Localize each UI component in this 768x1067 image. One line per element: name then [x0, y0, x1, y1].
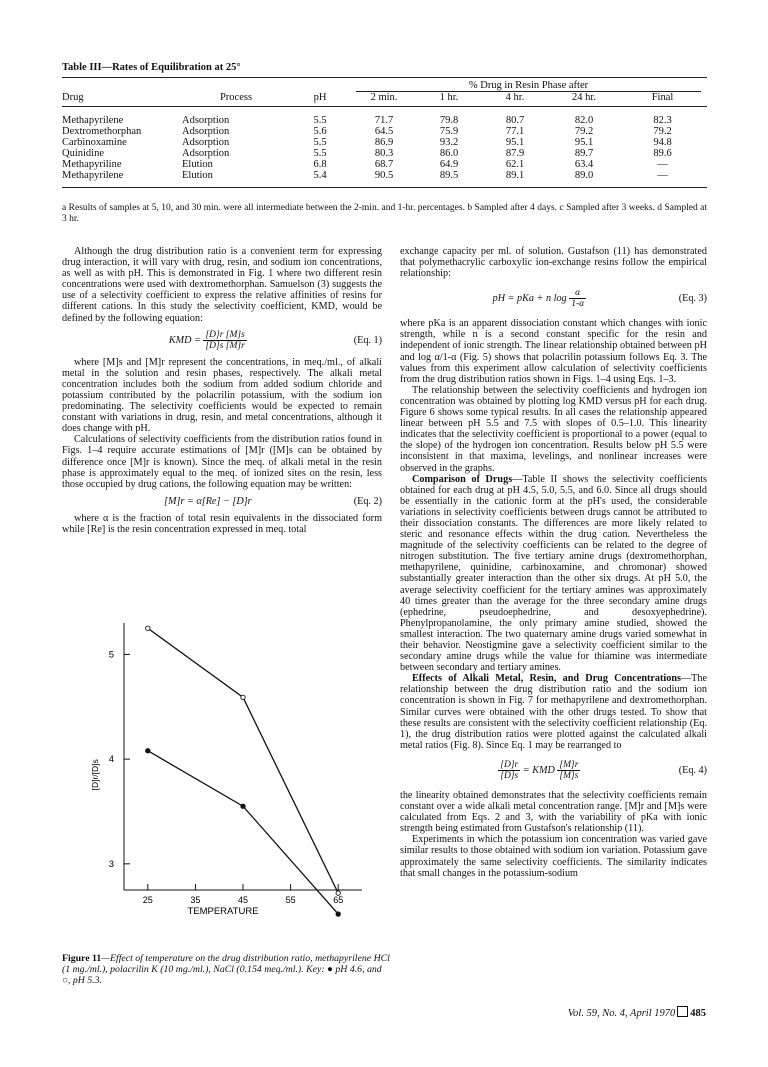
- paragraph: Although the drug distribution ratio is a convenient term for expressing drug interaction, it will vary with drug, resin, and sodium ion concentrations, as well as with pH. This is demonstrated in Fig. 1 where two different resin concentrations were used with dextromethorphan. Samuelson (3) suggests the use of a selectivity coefficient to express the relative affinities of resins for different cations. In this study the selectivity coefficient, KMD, would be defined by the following equation:: [62, 246, 382, 324]
- paragraph: where [M]s and [M]r represent the concentrations, in meq./ml., of alkali metal in the solution and resin phases, respectively. The alkali metal concentration includes both the sodium from added sodium chloride and potassium contributed by the polacrilin potassium, with the sodium ion predominating. The selectivity coefficients would be expected to remain constant with variations in drug, resin, and metal concentrations, although it does change with pH.: [62, 356, 382, 435]
- equation-2: [M]r = α[Re] − [D]r (Eq. 2): [164, 495, 382, 507]
- table-cell: 86.0: [439, 148, 459, 159]
- data-point: [241, 695, 245, 699]
- table-cell: 86.9: [374, 137, 394, 148]
- column-header: 1 hr.: [439, 92, 459, 103]
- table-row: [62, 137, 707, 148]
- table-row: [62, 115, 707, 126]
- table-cell: Methapyriline: [62, 159, 122, 170]
- page-footer: Vol. 59, No. 4, April 1970 485: [567, 1008, 706, 1019]
- table-cell: Quinidine: [62, 148, 104, 159]
- table-cell: 5.5: [313, 137, 327, 148]
- column-header: Process: [219, 92, 253, 103]
- table-cell: 94.8: [653, 137, 672, 148]
- table-row: [62, 159, 707, 170]
- table-cell: 77.1: [505, 126, 525, 137]
- table-header-row: [62, 92, 707, 103]
- table-cell: Methapyrilene: [62, 170, 124, 181]
- table-cell: 82.0: [574, 115, 594, 126]
- column-header: Drug: [62, 92, 84, 103]
- table-title: Table III—Rates of Equilibration at 25°: [62, 62, 241, 73]
- table-cell: 87.9: [505, 148, 525, 159]
- table-cell: Dextromethorphan: [62, 126, 142, 137]
- table-cell: 89.5: [439, 170, 459, 181]
- data-point: [146, 626, 150, 630]
- table-cell: 5.4: [313, 170, 327, 181]
- table-cell: 71.7: [374, 115, 394, 126]
- x-tick-label: 65: [333, 895, 344, 905]
- table-cell: 80.7: [505, 115, 525, 126]
- data-point: [336, 891, 340, 895]
- table-cell: 93.2: [439, 137, 459, 148]
- equation-1: KMD = $\frac{[D]r [M]s}{[D]s [M]r}$ (Eq. 1): [168, 329, 382, 351]
- table-cell: 62.1: [505, 159, 525, 170]
- table-cell: Adsorption: [182, 126, 230, 137]
- equation-3: pH = pKa + n log $\frac{\alpha}{1-\alpha}$ (Eq. 3): [492, 288, 707, 310]
- y-axis-label: [D]r/[D]s: [90, 759, 100, 791]
- table-footnote: a Results of samples at 5, 10, and 30 min. were all intermediate between the 2-min. and 1-hr. percentages. b Sampled after 4 days. c Sampled after 3 weeks. d Sampled at 3 hr.: [62, 203, 707, 224]
- paragraph: Effects of Alkali Metal, Resin, and Drug Concentrations—The relationship between the drug distribution ratio and the sodium ion concentration is shown in Fig. 7 for methapyrilene and dextromethorphan. Similar curves were obtained with the other drugs tested. To show that these results are consistent with the selectivity coefficient relationship (Eq. 1), the drug distribution ratios were plotted against the calculated alkali metal ratios (Fig. 8). Since Eq. 1 may be rearranged to: [400, 673, 707, 751]
- table-cell: 68.7: [374, 159, 394, 170]
- equilibration-table: [62, 78, 707, 188]
- table-cell: 79.2: [653, 126, 672, 137]
- table-cell: Elution: [182, 170, 213, 181]
- paragraph: exchange capacity per ml. of solution. Gustafson (11) has demonstrated that polymethacrylic carboxylic ion-exchange resins follow the empirical relationship:: [400, 246, 707, 280]
- table-cell: 89.6: [653, 148, 672, 159]
- equation-4: $\frac{[D]r}{[D]s}$ = KMD $\frac{[M]r}{[M]s}$ (Eq. 4): [500, 759, 707, 781]
- left-column: [62, 246, 382, 535]
- table-cell: Elution: [182, 159, 213, 170]
- right-column: [400, 246, 707, 879]
- table-row: [62, 148, 707, 159]
- table-row: [62, 170, 707, 181]
- table-body: [62, 115, 707, 181]
- paragraph: Experiments in which the potassium ion concentration was varied gave similar results to those obtained with sodium ion variation. Potassium gave approximately the same selectivity coefficients. The similarity indicates that small changes in the potassium-sodium: [400, 834, 707, 879]
- data-point: [336, 912, 340, 916]
- temperature-chart: [62, 583, 382, 928]
- figure-caption: Figure 11—Effect of temperature on the drug distribution ratio, methapyrilene HCl (1 mg./ml.), polacrilin K (10 mg./ml.), NaCl (0.154 meq./ml.). Key: ● pH 4.6, and ○, pH 5.3.: [62, 953, 390, 986]
- table-cell: —: [657, 159, 668, 170]
- paragraph: where pKa is an apparent dissociation constant which changes with ionic strength, while n is a second constant specific for the resin and independent of ionic strength. The linear relationship obtained between pH and log α/1-α (Fig. 5) shows that polacrilin potassium follows Eq. 3. The values from this experiment allow calculation of selectivity coefficients from the drug distribution ratios shown in Figs. 1–4 using Eqs. 1–3.: [400, 318, 707, 385]
- table-cell: 79.2: [574, 126, 594, 137]
- table-cell: 64.5: [374, 126, 394, 137]
- column-header: pH: [313, 92, 327, 103]
- column-header: 24 hr.: [572, 92, 596, 103]
- table-cell: Adsorption: [182, 148, 230, 159]
- table-cell: 89.1: [505, 170, 525, 181]
- data-point: [146, 749, 150, 753]
- table-cell: 64.9: [439, 159, 459, 170]
- y-tick-label: 5: [108, 649, 114, 661]
- x-tick-label: 25: [142, 895, 153, 905]
- table-cell: 5.6: [313, 126, 327, 137]
- column-header: Final: [651, 92, 674, 103]
- table-row: [62, 126, 707, 137]
- table-cell: 79.8: [439, 115, 459, 126]
- x-axis-label: TEMPERATURE: [187, 906, 259, 917]
- box-icon: [677, 1006, 688, 1017]
- column-header: 2 min.: [370, 92, 398, 103]
- table-cell: —: [657, 170, 668, 181]
- paragraph: Comparison of Drugs—Table II shows the selectivity coefficients obtained for each drug at pH 4.5, 5.0, 5.5, and 6.0. Since all drugs should be essentially in the cationic form at the pH's used, the considerable variations in selectivity coefficients between drugs cannot be attributed to their dissociation constants. The differences are more likely related to steric and resonance effects within the drug cation. Nevertheless the magnitude of the selectivity coefficients can be related to the degree of nitrogen substitution. The five tertiary amine drugs (dextromethorphan, methapyrilene, quinidine, carbinoxamine, and chromonar) showed substantially greater interaction than the other six drugs. At pH 5.0, the average selectivity coefficient for the tertiary amines was approximately 40 times greater than the average for the three secondary amine drugs (ephedrine, pseudoephedrine, and desoxyephedrine). Phenylpropanolamine, the only primary amine studied, showed the smallest interaction. The two quaternary amine drugs varied somewhat in their behavior. Neostigmine gave a selectivity coefficient similar to the secondary amine drugs while the value for thiamine was intermediate between secondary and tertiary amines.: [400, 473, 707, 674]
- y-tick-label: 3: [108, 858, 114, 870]
- table-cell: Adsorption: [182, 115, 230, 126]
- figure-11: [62, 583, 382, 928]
- table-cell: 82.3: [653, 115, 672, 126]
- table-cell: Adsorption: [182, 137, 230, 148]
- table-cell: 63.4: [574, 159, 594, 170]
- column-header: 4 hr.: [505, 92, 525, 103]
- table-cell: 95.1: [574, 137, 594, 148]
- table-cell: 5.5: [313, 115, 327, 126]
- data-point: [241, 804, 245, 808]
- table-cell: 89.7: [574, 148, 594, 159]
- table-cell: 5.5: [313, 148, 327, 159]
- table-cell: 95.1: [505, 137, 525, 148]
- paragraph: where α is the fraction of total resin equivalents in the dissociated form while [Re] is the resin concentration expressed in meq. total: [62, 512, 382, 535]
- table-cell: 6.8: [313, 159, 327, 170]
- table-cell: Methapyrilene: [62, 115, 124, 126]
- table-cell: 75.9: [439, 126, 459, 137]
- table-cell: Carbinoxamine: [62, 137, 127, 148]
- x-tick-label: 55: [285, 895, 296, 905]
- paragraph: Calculations of selectivity coefficients from the distribution ratios found in Figs. 1–4 require accurate estimations of [M]r ([M]s can be obtained by difference once [M]r is known). Since the meq. of alkali metal in the resin phase is approximately equal to the meq. of ionized sites on the resin, less those occupied by drug cations, the following equation may be written:: [62, 434, 382, 490]
- paragraph: The relationship between the selectivity coefficients and hydrogen ion concentration was obtained by plotting log KMD versus pH for each drug. Figure 6 shows some typical results. In all cases the relationship appeared linear between pH 5.5 and 7.5 with slopes of 0.5–1.0. This linearity indicates that the selectivity coefficient is proportional to a power (equal to the slope) of the hydrogen ion concentration. Results below pH 5.5 were inconsistent in that maxima, levelings, and nonlinear increases were observed in the graphs.: [400, 384, 707, 474]
- table-cell: 80.3: [374, 148, 394, 159]
- table-cell: 90.5: [374, 170, 394, 181]
- series-line: [148, 628, 338, 893]
- group-header: % Drug in Resin Phase after: [350, 78, 707, 92]
- paragraph: the linearity obtained demonstrates that the selectivity coefficients remain constant over a wide alkali metal concentration range. [M]r and [M]s were calculated from Eqs. 2 and 3, with the variability of pKa with ionic strength being estimated from Gustafson's relationship (11).: [400, 789, 707, 835]
- x-tick-label: 45: [237, 895, 249, 905]
- y-tick-label: 4: [108, 754, 114, 766]
- table-cell: 89.0: [574, 170, 594, 181]
- x-tick-label: 35: [190, 895, 201, 905]
